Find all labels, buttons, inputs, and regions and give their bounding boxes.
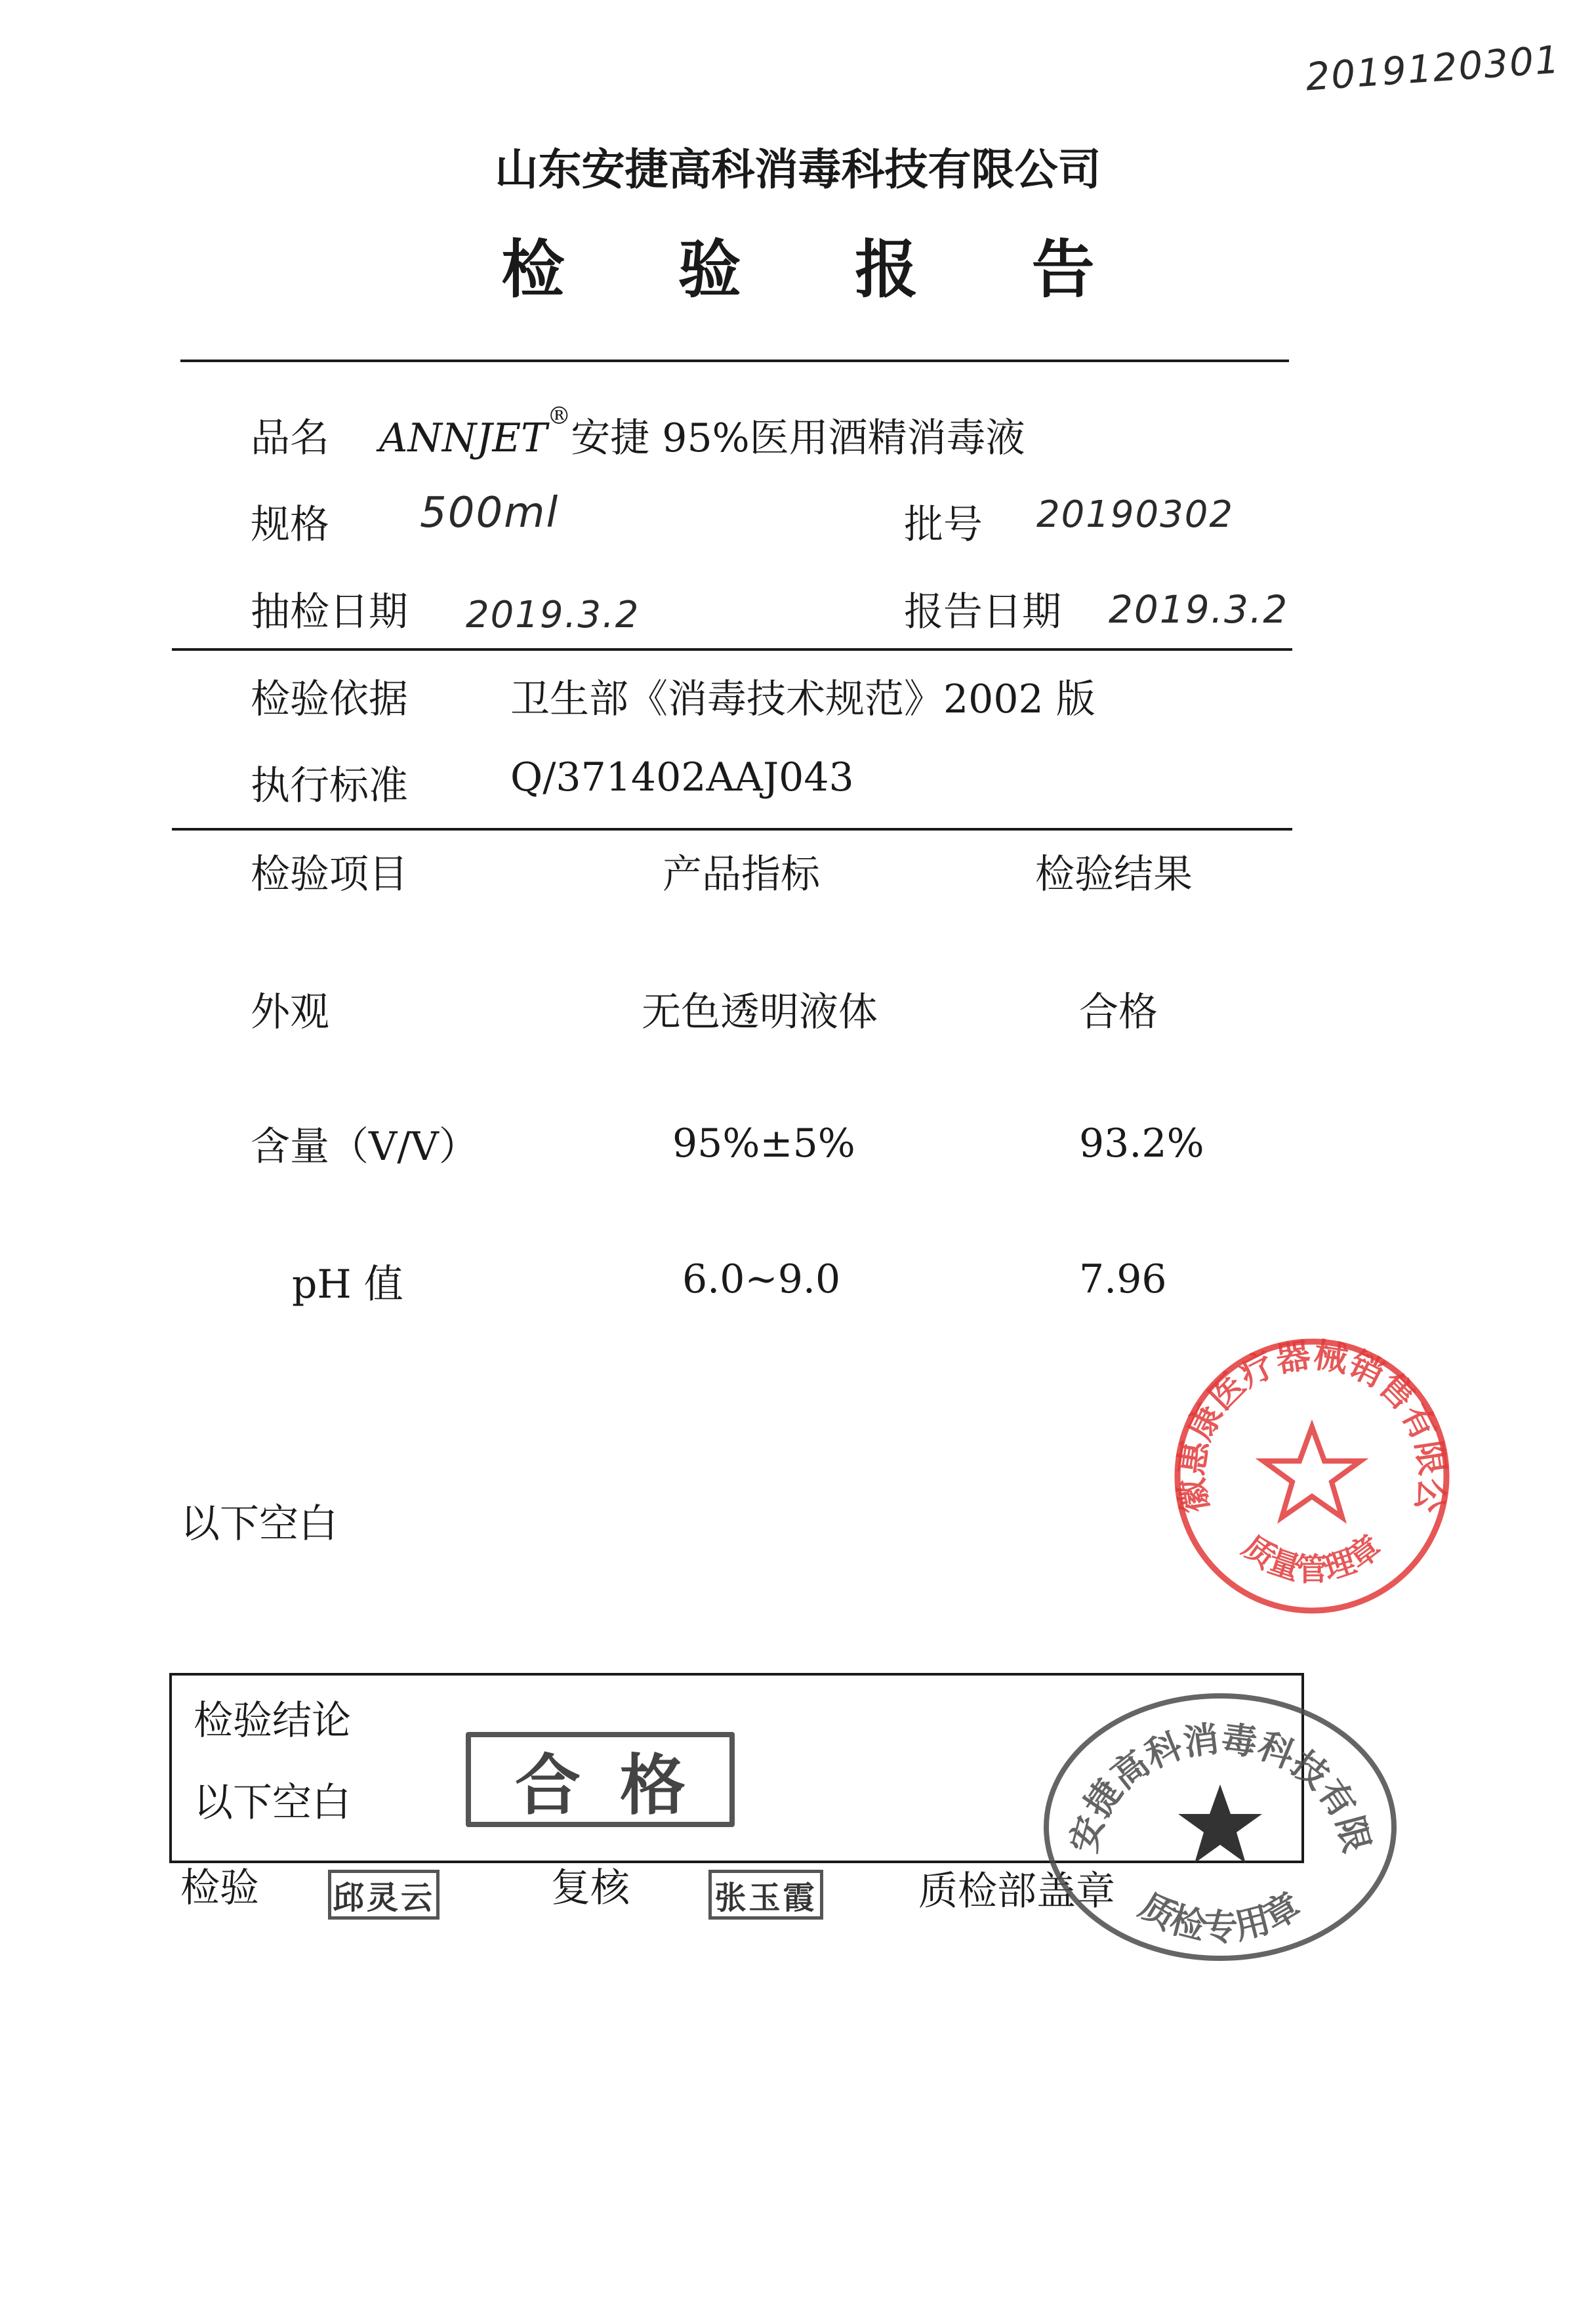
table-divider [172,828,1292,831]
table-cell-spec: 6.0~9.0 [682,1256,841,1302]
product-label: 品名 [251,415,329,461]
standard-value: Q/371402AAJ043 [510,754,854,800]
qc-label: 质检部盖章 [918,1868,1115,1914]
conclusion-blank-note: 以下空白 [194,1780,351,1826]
red-quality-seal [1147,1297,1460,1624]
company-inspection-seal [1019,1653,1404,1968]
red-seal-bottom-text: 质量管理章 [1235,1528,1389,1588]
svg-text:质检专用章 [1133,1884,1308,1948]
product-title: 安捷 95%医用酒精消毒液 [571,415,1025,461]
report-date-label: 报告日期 [904,589,1061,635]
conclusion-label: 检验结论 [194,1698,351,1744]
basis-label: 检验依据 [251,676,408,722]
red-seal-text: 安徽惠康医疗器械销售有限公司 [1147,1297,1453,1516]
table-cell-spec: 95%±5% [672,1121,855,1166]
spec-label: 规格 [251,502,329,548]
table-cell-result: 7.96 [1079,1256,1167,1302]
table-header-item: 检验项目 [251,852,408,897]
sampling-date-value: 2019.3.2 [466,594,640,636]
report-title: 检 验 报 告 [501,232,1141,306]
report-date-value: 2019.3.2 [1109,587,1289,632]
header-divider [180,360,1289,362]
info-divider [172,648,1292,651]
table-cell-item: 外观 [251,989,329,1035]
product-brand: ANNJET [379,415,548,461]
grey-seal-star-icon [1178,1784,1262,1863]
grey-seal-text: 山东安捷高科消毒科技有限公司 [1019,1653,1379,1857]
table-cell-result: 93.2% [1079,1121,1204,1166]
svg-text:安徽惠康医疗器械销售有限公司 [1147,1297,1452,1515]
handwritten-report-number: 2019120301 [1304,37,1562,100]
review-label: 复核 [551,1865,630,1911]
table-header-result: 检验结果 [1035,852,1193,897]
blank-note: 以下空白 [180,1501,338,1547]
product-name [379,403,1025,463]
registered-mark: ® [547,403,571,430]
standard-label: 执行标准 [251,763,408,809]
pass-stamp: 合格 [466,1732,735,1827]
basis-value: 卫生部《消毒技术规范》2002 版 [510,676,1095,722]
table-header-spec: 产品指标 [663,852,820,897]
inspector-stamp: 邱灵云 [328,1870,440,1920]
red-seal-star-icon [1263,1427,1361,1517]
svg-text:质量管理章 [1236,1528,1388,1588]
table-cell-result: 合格 [1079,989,1158,1035]
grey-seal-bottom-text: 质检专用章 [1132,1884,1308,1948]
company-name: 山东安捷高科消毒科技有限公司 [495,144,1101,195]
table-cell-item: 含量（V/V） [251,1124,478,1170]
batch-label: 批号 [904,502,983,548]
spec-value: 500ml [420,489,560,537]
table-cell-item: pH 值 [292,1262,403,1307]
inspect-label: 检验 [180,1865,259,1911]
sampling-date-label: 抽检日期 [251,589,408,635]
batch-value: 20190302 [1036,493,1235,536]
reviewer-stamp: 张玉霞 [708,1870,823,1920]
table-cell-spec: 无色透明液体 [642,989,878,1035]
